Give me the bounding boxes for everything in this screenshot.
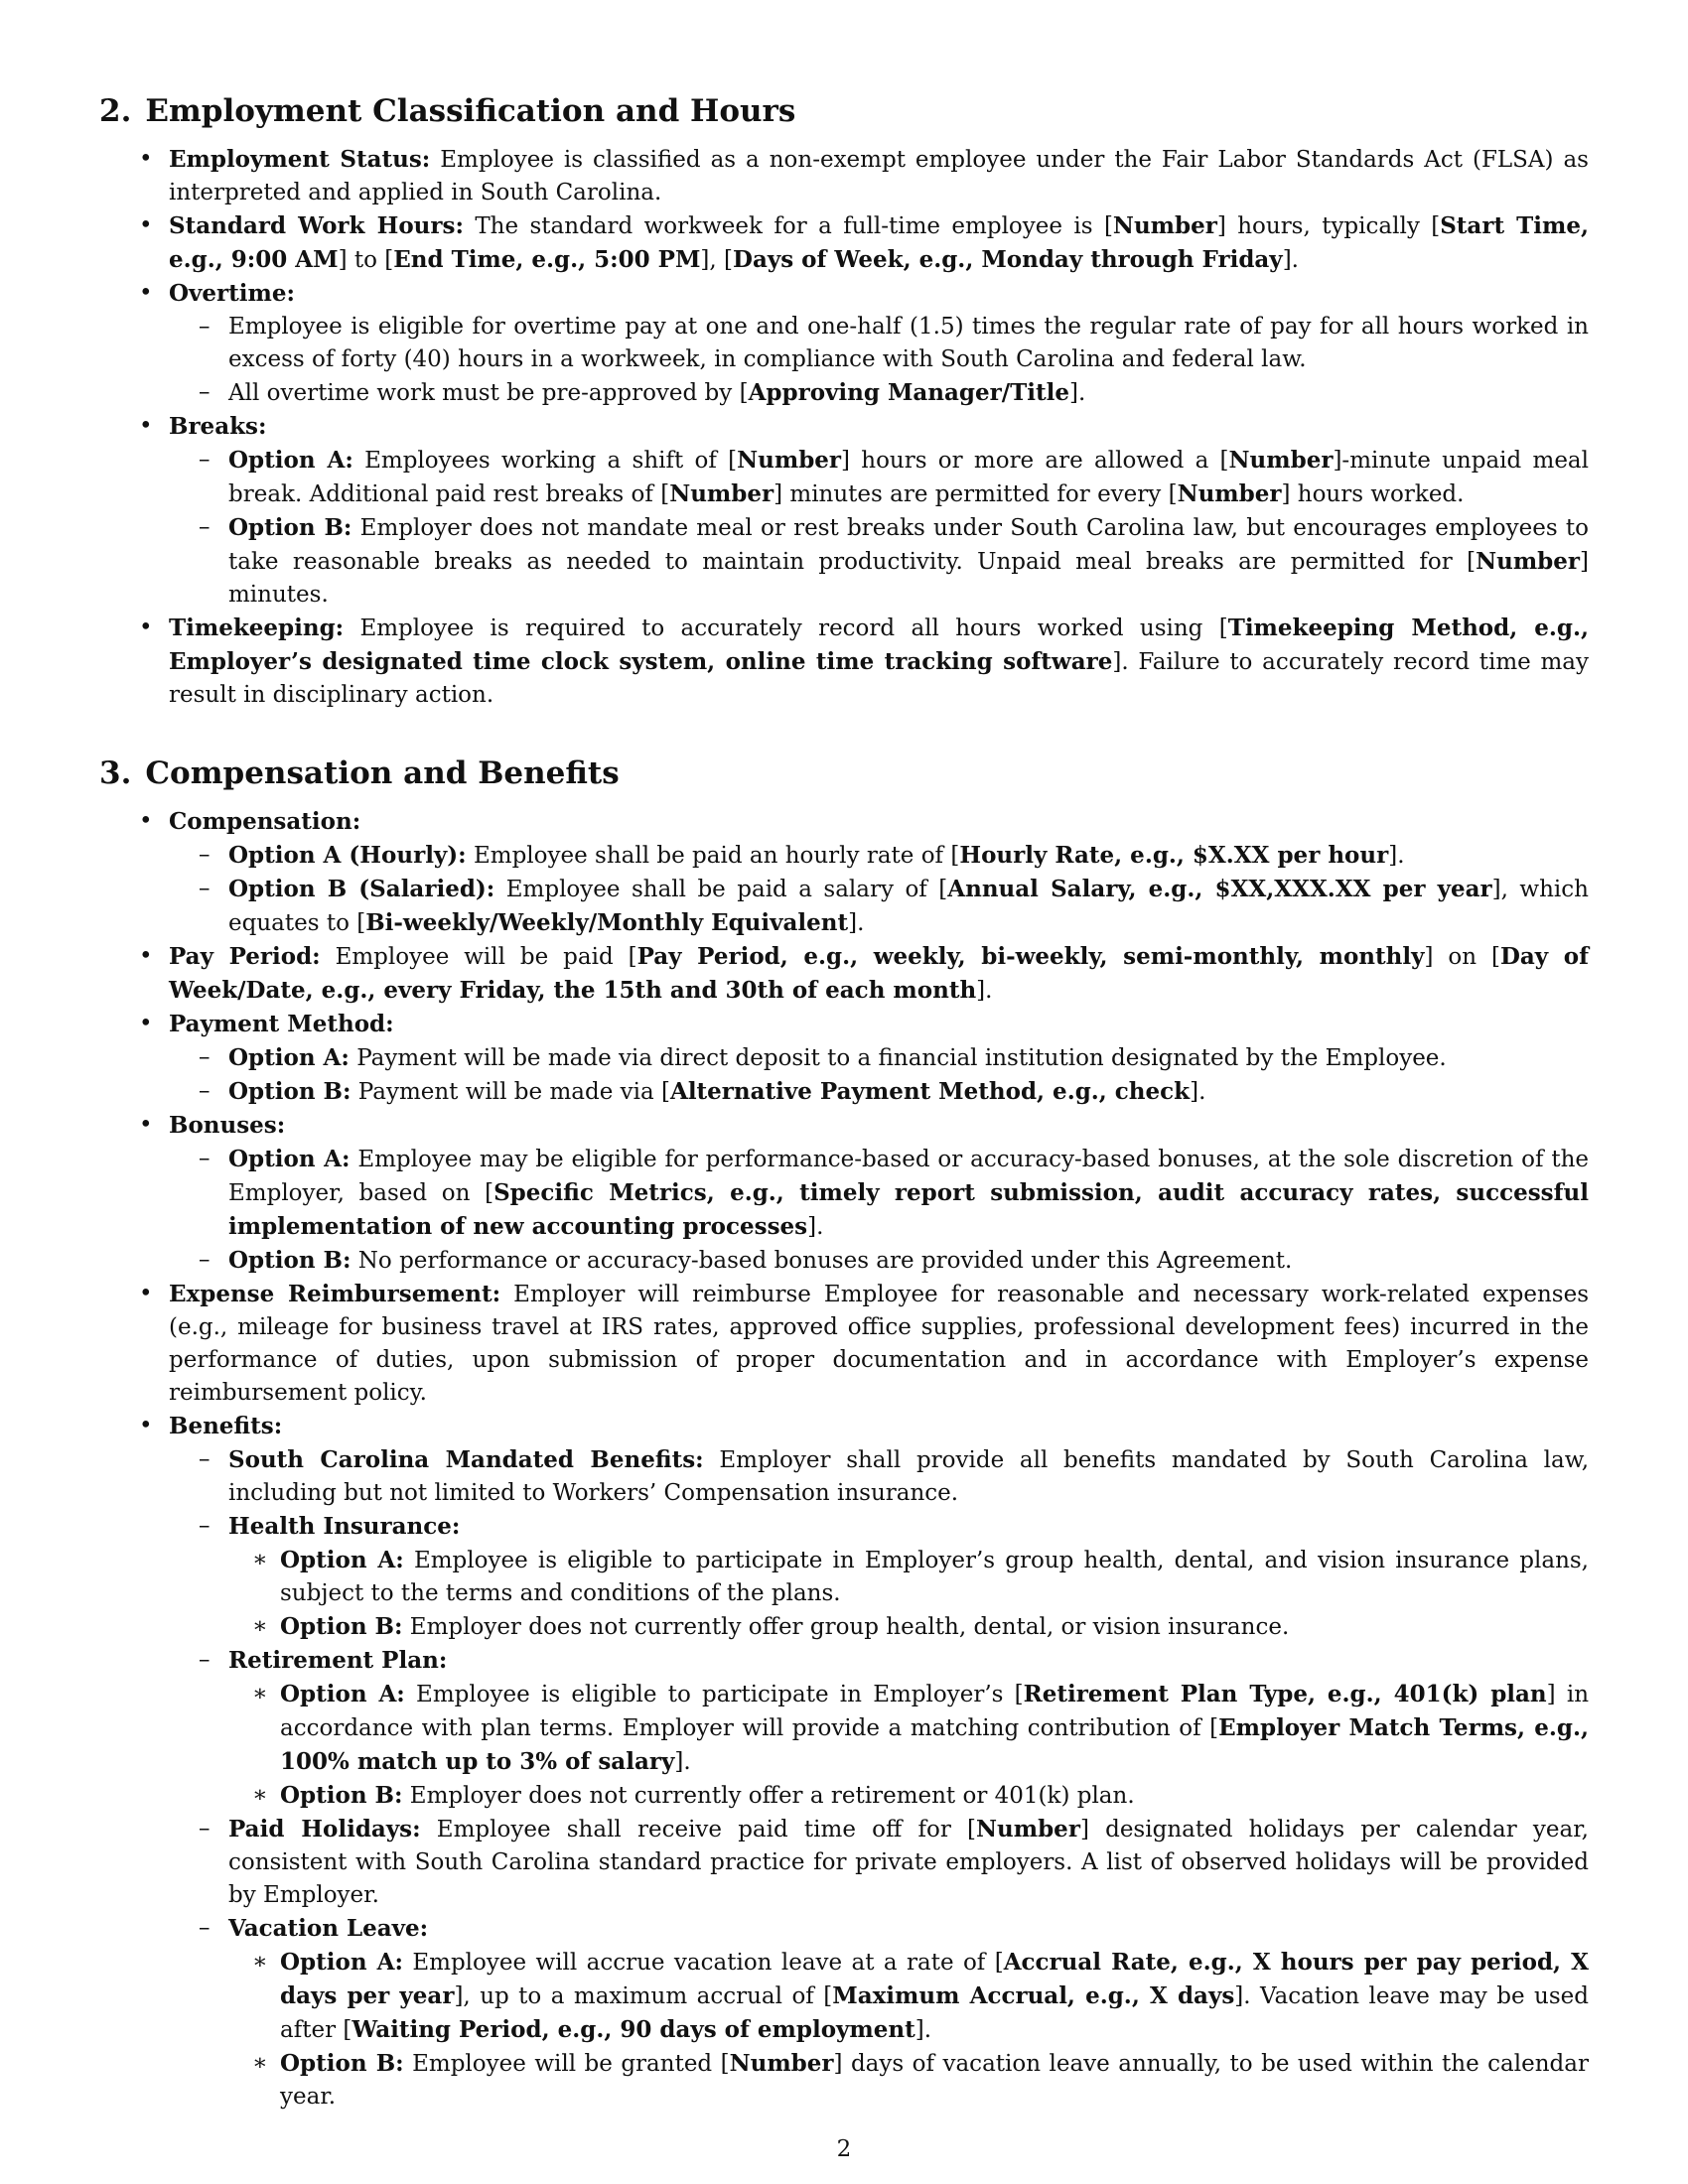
item-text: ].: [848, 910, 865, 936]
list-item-benefits: [99, 1410, 1589, 2114]
option-item-b: [228, 1610, 1589, 1644]
item-text: Employee may be eligible for performance-based or accuracy-based bonuses, at the sole discretion of the Employer, based on [: [228, 1147, 1589, 1206]
item-text: Employer does not currently offer group health, dental, or vision insurance.: [402, 1614, 1290, 1640]
item-text: ] minutes are permitted for every [: [774, 481, 1178, 507]
option-label: Paid Holidays:: [228, 1816, 421, 1843]
option-item-a: [228, 1678, 1589, 1779]
placeholder-field: Days of Week, e.g., Monday through Friday: [733, 246, 1283, 273]
list-item-timekeeping: [99, 612, 1589, 712]
item-text: ] to [: [338, 247, 394, 273]
item-label: Employment Status:: [169, 146, 431, 173]
placeholder-field: Pay Period, e.g., weekly, bi-weekly, semi-monthly, monthly: [636, 943, 1425, 970]
item-text: ].: [807, 1214, 824, 1240]
vacation-leave-options: [228, 1946, 1589, 2114]
item-text: Payment will be made via direct deposit to a financial institution designated by the Employee.: [349, 1045, 1447, 1071]
option-label: Option A (Hourly):: [228, 842, 467, 869]
item-text: ] minutes.: [228, 549, 1589, 608]
item-text: ]. Failure to accurately record time may result in disciplinary action.: [169, 649, 1589, 708]
item-text: ] designated holidays per calendar year, consistent with South Carolina standard practice for private employers. A list of observed holidays will be provided by Employer.: [228, 1817, 1589, 1908]
benefits-sublist: [169, 1443, 1589, 2114]
sublist-item-option-b: [169, 873, 1589, 940]
option-label: Option A:: [228, 447, 353, 474]
item-label: Benefits:: [169, 1413, 283, 1439]
item-text: Employer will reimburse Employee for reasonable and necessary work-related expenses (e.g., mileage for business travel at IRS rates, approved office supplies, professional development fees) incurred in the performance of duties, upon submission of proper documentation and in accordance with Employer’s expense reimbursement policy.: [169, 1282, 1589, 1406]
item-text: Employee shall receive paid time off for [: [420, 1817, 977, 1843]
item-text: Employer does not mandate meal or rest breaks under South Carolina law, but encourages employees to take reasonable breaks as needed to maintain productivity. Unpaid meal breaks are permitted for [: [228, 515, 1589, 575]
sublist-item: [169, 376, 1589, 410]
option-label: Option A:: [280, 1681, 405, 1707]
item-text: Employee is required to accurately record all hours worked using [: [344, 615, 1228, 641]
item-text: Employee shall be paid a salary of [: [494, 877, 948, 902]
item-text: Employee is classified as a non-exempt employee under the Fair Labor Standards Act (FLSA) as interpreted and applied in South Carolina.: [169, 147, 1589, 205]
placeholder-field: Retirement Plan Type, e.g., 401(k) plan: [1023, 1681, 1547, 1707]
item-text: ].: [1069, 380, 1086, 406]
section-2-title: Employment Classification and Hours: [145, 93, 796, 129]
item-text: The standard workweek for a full-time employee is [: [463, 213, 1113, 239]
item-text: ].: [1190, 1079, 1206, 1105]
item-label: Bonuses:: [169, 1112, 286, 1139]
section-3-title: Compensation and Benefits: [145, 755, 620, 791]
option-item-b: [228, 1779, 1589, 1813]
sublist-item-health-insurance: [169, 1510, 1589, 1644]
sublist-item-retirement-plan: [169, 1644, 1589, 1813]
payment-method-sublist: [169, 1041, 1589, 1109]
list-item-breaks: [99, 410, 1589, 612]
item-text: ].: [976, 978, 993, 1004]
option-label: Option B:: [280, 1613, 403, 1640]
item-text: ].: [914, 2017, 932, 2043]
item-text: Employer shall provide all benefits mandated by South Carolina law, including but not limited to Workers’ Compensation insurance.: [228, 1447, 1590, 1506]
item-text: Employee is eligible to participate in Employer’s group health, dental, and vision insurance plans, subject to the terms and conditions of the plans.: [280, 1548, 1589, 1606]
item-text: Payment will be made via [: [351, 1079, 670, 1105]
bonuses-sublist: [169, 1143, 1589, 1278]
placeholder-field: Approving Manager/Title: [748, 379, 1070, 406]
placeholder-field: Start Time, e.g., 9:00 AM: [169, 212, 1589, 273]
item-text: ] hours worked.: [1281, 481, 1465, 507]
item-label: Payment Method:: [169, 1011, 394, 1037]
option-item-b: [228, 2047, 1589, 2114]
health-insurance-options: [228, 1544, 1589, 1644]
sublist-item-option-b: [169, 1244, 1589, 1278]
placeholder-field: Timekeeping Method, e.g., Employer’s designated time clock system, online time tracking software: [169, 614, 1589, 675]
sublist-item-option-a: [169, 444, 1589, 511]
item-text: Employee will be granted [: [403, 2051, 730, 2077]
item-text: ] hours, typically [: [1216, 213, 1441, 239]
placeholder-field: Employer Match Terms, e.g., 100% match up to 3% of salary: [280, 1714, 1589, 1775]
placeholder-field: Specific Metrics, e.g., timely report submission, audit accuracy rates, successful implementation of new accounting processes: [228, 1179, 1589, 1240]
breaks-sublist: [169, 444, 1589, 612]
option-label: Retirement Plan:: [228, 1647, 448, 1674]
item-label: Overtime:: [169, 280, 295, 307]
sublist-item-vacation-leave: [169, 1912, 1589, 2114]
sublist-item-option-b: [169, 1075, 1589, 1109]
item-label: Compensation:: [169, 808, 361, 835]
item-text: Employee will be paid [: [320, 944, 637, 970]
section-2-list: [99, 143, 1589, 712]
placeholder-field: End Time, e.g., 5:00 PM: [393, 246, 701, 273]
item-text: Employee shall be paid an hourly rate of [: [466, 843, 960, 869]
sublist-item-option-a: [169, 1143, 1589, 1244]
option-label: Option A:: [280, 1547, 404, 1573]
item-text: Employee is eligible for overtime pay at one and one-half (1.5) times the regular rate of pay for all hours worked in excess of forty (40) hours in a workweek, in compliance with South Carolina and federal law.: [228, 314, 1589, 372]
page-number: 2: [836, 2136, 852, 2162]
placeholder-field: Number: [669, 480, 774, 507]
item-text: ], [: [700, 247, 733, 273]
item-text: ]-minute unpaid meal break. Additional paid rest breaks of [: [228, 448, 1589, 507]
placeholder-field: Maximum Accrual, e.g., X days: [832, 1982, 1235, 2009]
placeholder-field: Number: [1476, 548, 1581, 575]
sublist-item-option-a: [169, 839, 1589, 873]
item-text: ] in accordance with plan terms. Employer will provide a matching contribution of [: [280, 1682, 1590, 1741]
sublist-item: [169, 311, 1589, 376]
list-item-pay-period: [99, 940, 1589, 1008]
option-label: Option B:: [280, 1782, 403, 1809]
item-text: No performance or accuracy-based bonuses are provided under this Agreement.: [351, 1248, 1293, 1274]
option-item-a: [228, 1946, 1589, 2047]
section-3-heading: [99, 753, 1589, 793]
item-label: Pay Period:: [169, 943, 321, 970]
section-2-heading: [99, 91, 1589, 131]
option-label: Vacation Leave:: [228, 1915, 429, 1942]
compensation-sublist: [169, 839, 1589, 940]
section-3-number: 3.: [99, 755, 132, 791]
item-text: Employer does not currently offer a retirement or 401(k) plan.: [402, 1783, 1135, 1809]
option-label: Option B:: [228, 514, 352, 541]
sublist-item-mandated-benefits: [169, 1443, 1589, 1510]
item-label: Timekeeping:: [169, 614, 345, 641]
placeholder-field: Number: [1112, 212, 1217, 239]
option-label: Option A:: [228, 1044, 350, 1071]
item-text: ], which equates to [: [228, 877, 1589, 936]
item-text: Employees working a shift of [: [352, 448, 738, 474]
item-text: ]. Vacation leave may be used after [: [280, 1983, 1589, 2043]
item-text: Employee is eligible to participate in Employer’s [: [404, 1682, 1024, 1707]
sublist-item-option-b: [169, 511, 1589, 612]
overtime-sublist: [169, 311, 1589, 410]
retirement-plan-options: [228, 1678, 1589, 1813]
document-page: [99, 91, 1589, 2114]
placeholder-field: Number: [976, 1816, 1080, 1843]
option-label: South Carolina Mandated Benefits:: [228, 1446, 704, 1473]
option-item-a: [228, 1544, 1589, 1610]
placeholder-field: Number: [1177, 480, 1282, 507]
item-text: ] hours or more are allowed a [: [841, 448, 1229, 474]
option-label: Health Insurance:: [228, 1513, 461, 1540]
item-text: ].: [1388, 843, 1405, 869]
item-label: Standard Work Hours:: [169, 212, 464, 239]
list-item-overtime: [99, 277, 1589, 410]
section-2-number: 2.: [99, 93, 132, 129]
item-text: ].: [674, 1749, 691, 1775]
option-label: Option A:: [228, 1146, 351, 1172]
option-label: Option B (Salaried):: [228, 876, 495, 902]
list-item-work-hours: [99, 209, 1589, 277]
item-text: Employee will accrue vacation leave at a rate of [: [402, 1950, 1004, 1976]
placeholder-field: Waiting Period, e.g., 90 days of employment: [352, 2016, 915, 2043]
placeholder-field: Annual Salary, e.g., $XX,XXX.XX per year: [947, 876, 1492, 902]
section-3-list: [99, 805, 1589, 2114]
item-text: All overtime work must be pre-approved by [: [228, 380, 749, 406]
list-item-payment-method: [99, 1008, 1589, 1109]
item-text: ] days of vacation leave annually, to be used within the calendar year.: [280, 2051, 1589, 2110]
option-label: Option A:: [280, 1949, 403, 1976]
item-label: Breaks:: [169, 413, 267, 440]
option-label: Option B:: [228, 1247, 352, 1274]
placeholder-field: Hourly Rate, e.g., $X.XX per hour: [959, 842, 1389, 869]
list-item-bonuses: [99, 1109, 1589, 1278]
placeholder-field: Accrual Rate, e.g., X hours per pay period, X days per year: [280, 1949, 1589, 2009]
item-text: ].: [1282, 247, 1299, 273]
placeholder-field: Number: [729, 2050, 834, 2077]
placeholder-field: Bi-weekly/Weekly/Monthly Equivalent: [365, 909, 849, 936]
list-item-compensation: [99, 805, 1589, 940]
item-label: Expense Reimbursement:: [169, 1281, 501, 1307]
list-item-employment-status: [99, 143, 1589, 209]
placeholder-field: Alternative Payment Method, e.g., check: [669, 1078, 1191, 1105]
option-label: Option B:: [280, 2050, 404, 2077]
placeholder-field: Number: [737, 447, 842, 474]
placeholder-field: Number: [1228, 447, 1334, 474]
item-text: ] on [: [1424, 944, 1500, 970]
item-text: ], up to a maximum accrual of [: [454, 1983, 833, 2009]
placeholder-field: Day of Week/Date, e.g., every Friday, the 15th and 30th of each month: [169, 943, 1590, 1004]
option-label: Option B:: [228, 1078, 352, 1105]
sublist-item-paid-holidays: [169, 1813, 1589, 1912]
list-item-expense-reimbursement: [99, 1278, 1589, 1410]
sublist-item-option-a: [169, 1041, 1589, 1075]
